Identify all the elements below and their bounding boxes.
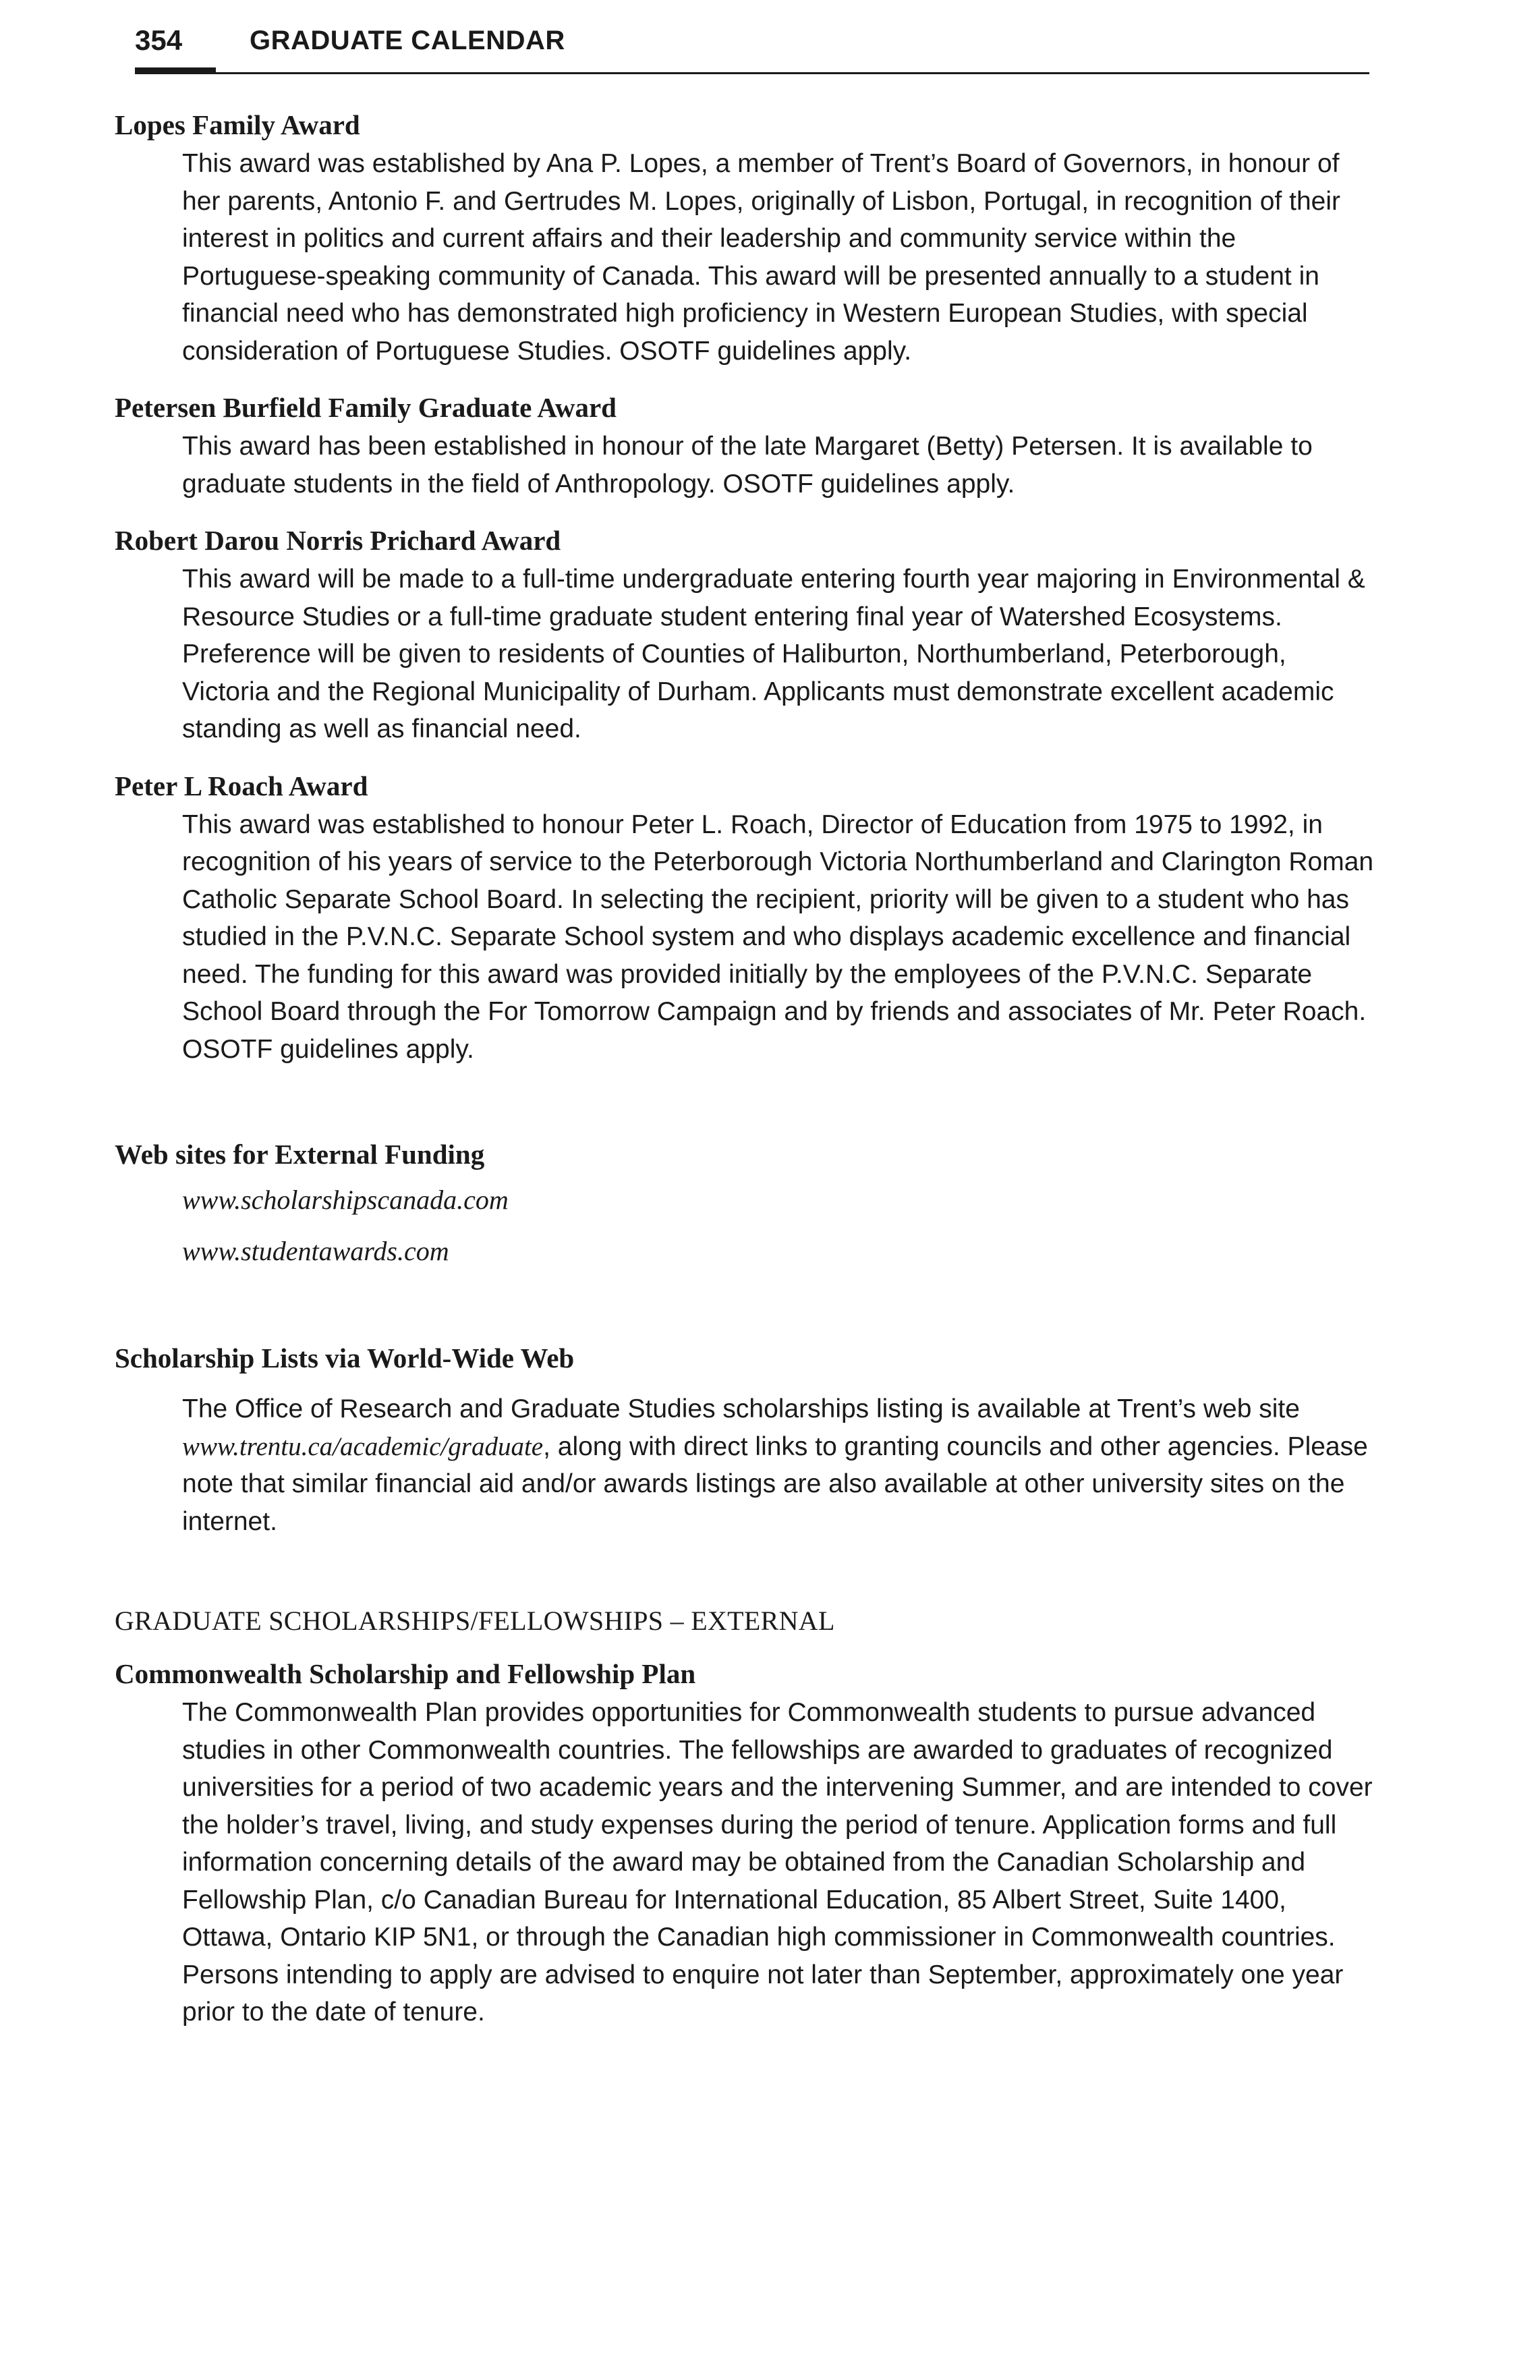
award-title: Lopes Family Award — [115, 109, 360, 140]
award-description: This award was established by Ana P. Lopes, a member of Trent’s Board of Governors, in honour of her parents, Antonio F. and Gertrudes M. Lopes, originally of Lisbon, Portugal, in recognition of their interest in politics and current affairs and their leadership and community service within the Portuguese-speaking community of Canada. This award will be presented annually to a student in financial need who has demonstrated high proficiency in Western European Studies, with special consideration of Portuguese Studies. OSOTF guidelines apply. — [182, 149, 1340, 366]
section-title: Web sites for External Funding — [115, 1139, 485, 1170]
award-title: Peter L Roach Award — [115, 770, 368, 801]
award-title: Commonwealth Scholarship and Fellowship Plan — [115, 1658, 696, 1689]
award-description: This award has been established in honour of the late Margaret (Betty) Petersen. It is available to graduate students in the field of Anthropology. OSOTF guidelines apply. — [182, 432, 1313, 499]
page-number: 354 — [135, 24, 183, 56]
award-description: The Commonwealth Plan provides opportunities for Commonwealth students to pursue advanced studies in other Commonwealth countries. The fellowships are awarded to graduates of recognized universities for a period of two academic years and the intervening Summer, and are intended to cover the holder’s travel, living, and study expenses during the period of tenure. Application forms and full information concerning details of the award may be obtained from the Canadian Scholarship and Fellowship Plan, c/o Canadian Bureau for International Education, 85 Albert Street, Suite 1400, Ottawa, Ontario KIP 5N1, or through the Canadian high commissioner in Commonwealth countries. Persons intending to apply are advised to enquire not later than September, approximately one year prior to the date of tenure. — [182, 1698, 1373, 2027]
section-title: Scholarship Lists via World-Wide Web — [115, 1342, 575, 1373]
major-section-heading: GRADUATE SCHOLARSHIPS/FELLOWSHIPS – EXTERNAL — [115, 1606, 835, 1636]
header-rule-accent — [135, 67, 216, 74]
award-commonwealth-plan — [115, 1653, 1376, 2031]
external-funding-section — [115, 1134, 1376, 1277]
running-header — [135, 20, 1369, 81]
graduate-link[interactable]: www.trentu.ca/academic/graduate — [182, 1432, 544, 1461]
award-title: Robert Darou Norris Prichard Award — [115, 525, 561, 556]
scholarship-lists-section — [115, 1338, 1376, 1540]
award-lopes-family — [115, 105, 1376, 370]
running-title: GRADUATE CALENDAR — [250, 26, 565, 55]
award-description: This award was established to honour Peter L. Roach, Director of Education from 1975 to 1992, in recognition of his years of service to the Peterborough Victoria Northumberland and Clarington Roman Catholic Separate School Board. In selecting the recipient, priority will be given to a student who has studied in the P.V.N.C. Separate School system and who displays academic excellence and financial need. The funding for this award was provided initially by the employees of the P.V.N.C. Separate School Board through the For Tomorrow Campaign and by friends and associates of Mr. Peter Roach. OSOTF guidelines apply. — [182, 810, 1374, 1064]
award-petersen-burfield — [115, 387, 1376, 503]
description-text: , along with direct links to granting councils and other agencies. Please note that similar financial aid and/or awards listings are also available at other university sites on the internet. — [182, 1432, 1368, 1536]
description-text: The Office of Research and Graduate Studies scholarships listing is available at Trent’s web site — [182, 1394, 1300, 1423]
external-scholarships-section — [115, 1601, 1376, 2031]
funding-link[interactable]: www.scholarshipscanada.com — [182, 1185, 509, 1215]
award-description: This award will be made to a full-time undergraduate entering fourth year majoring in Environmental & Resource Studies or a full-time graduate student entering final year of Watershed Ecosystems. Preference will be given to residents of Counties of Haliburton, Northumberland, Peterborough, Victoria and the Regional Municipality of Durham. Applicants must demonstrate excellent academic standing as well as financial need. — [182, 565, 1365, 743]
section-description — [182, 1390, 1376, 1540]
award-peter-l-roach — [115, 766, 1376, 1069]
award-title: Petersen Burfield Family Graduate Award — [115, 392, 617, 423]
award-robert-darou-norris-prichard — [115, 520, 1376, 748]
page-content — [115, 105, 1376, 2037]
funding-link[interactable]: www.studentawards.com — [182, 1236, 449, 1266]
header-rule — [135, 72, 1369, 74]
